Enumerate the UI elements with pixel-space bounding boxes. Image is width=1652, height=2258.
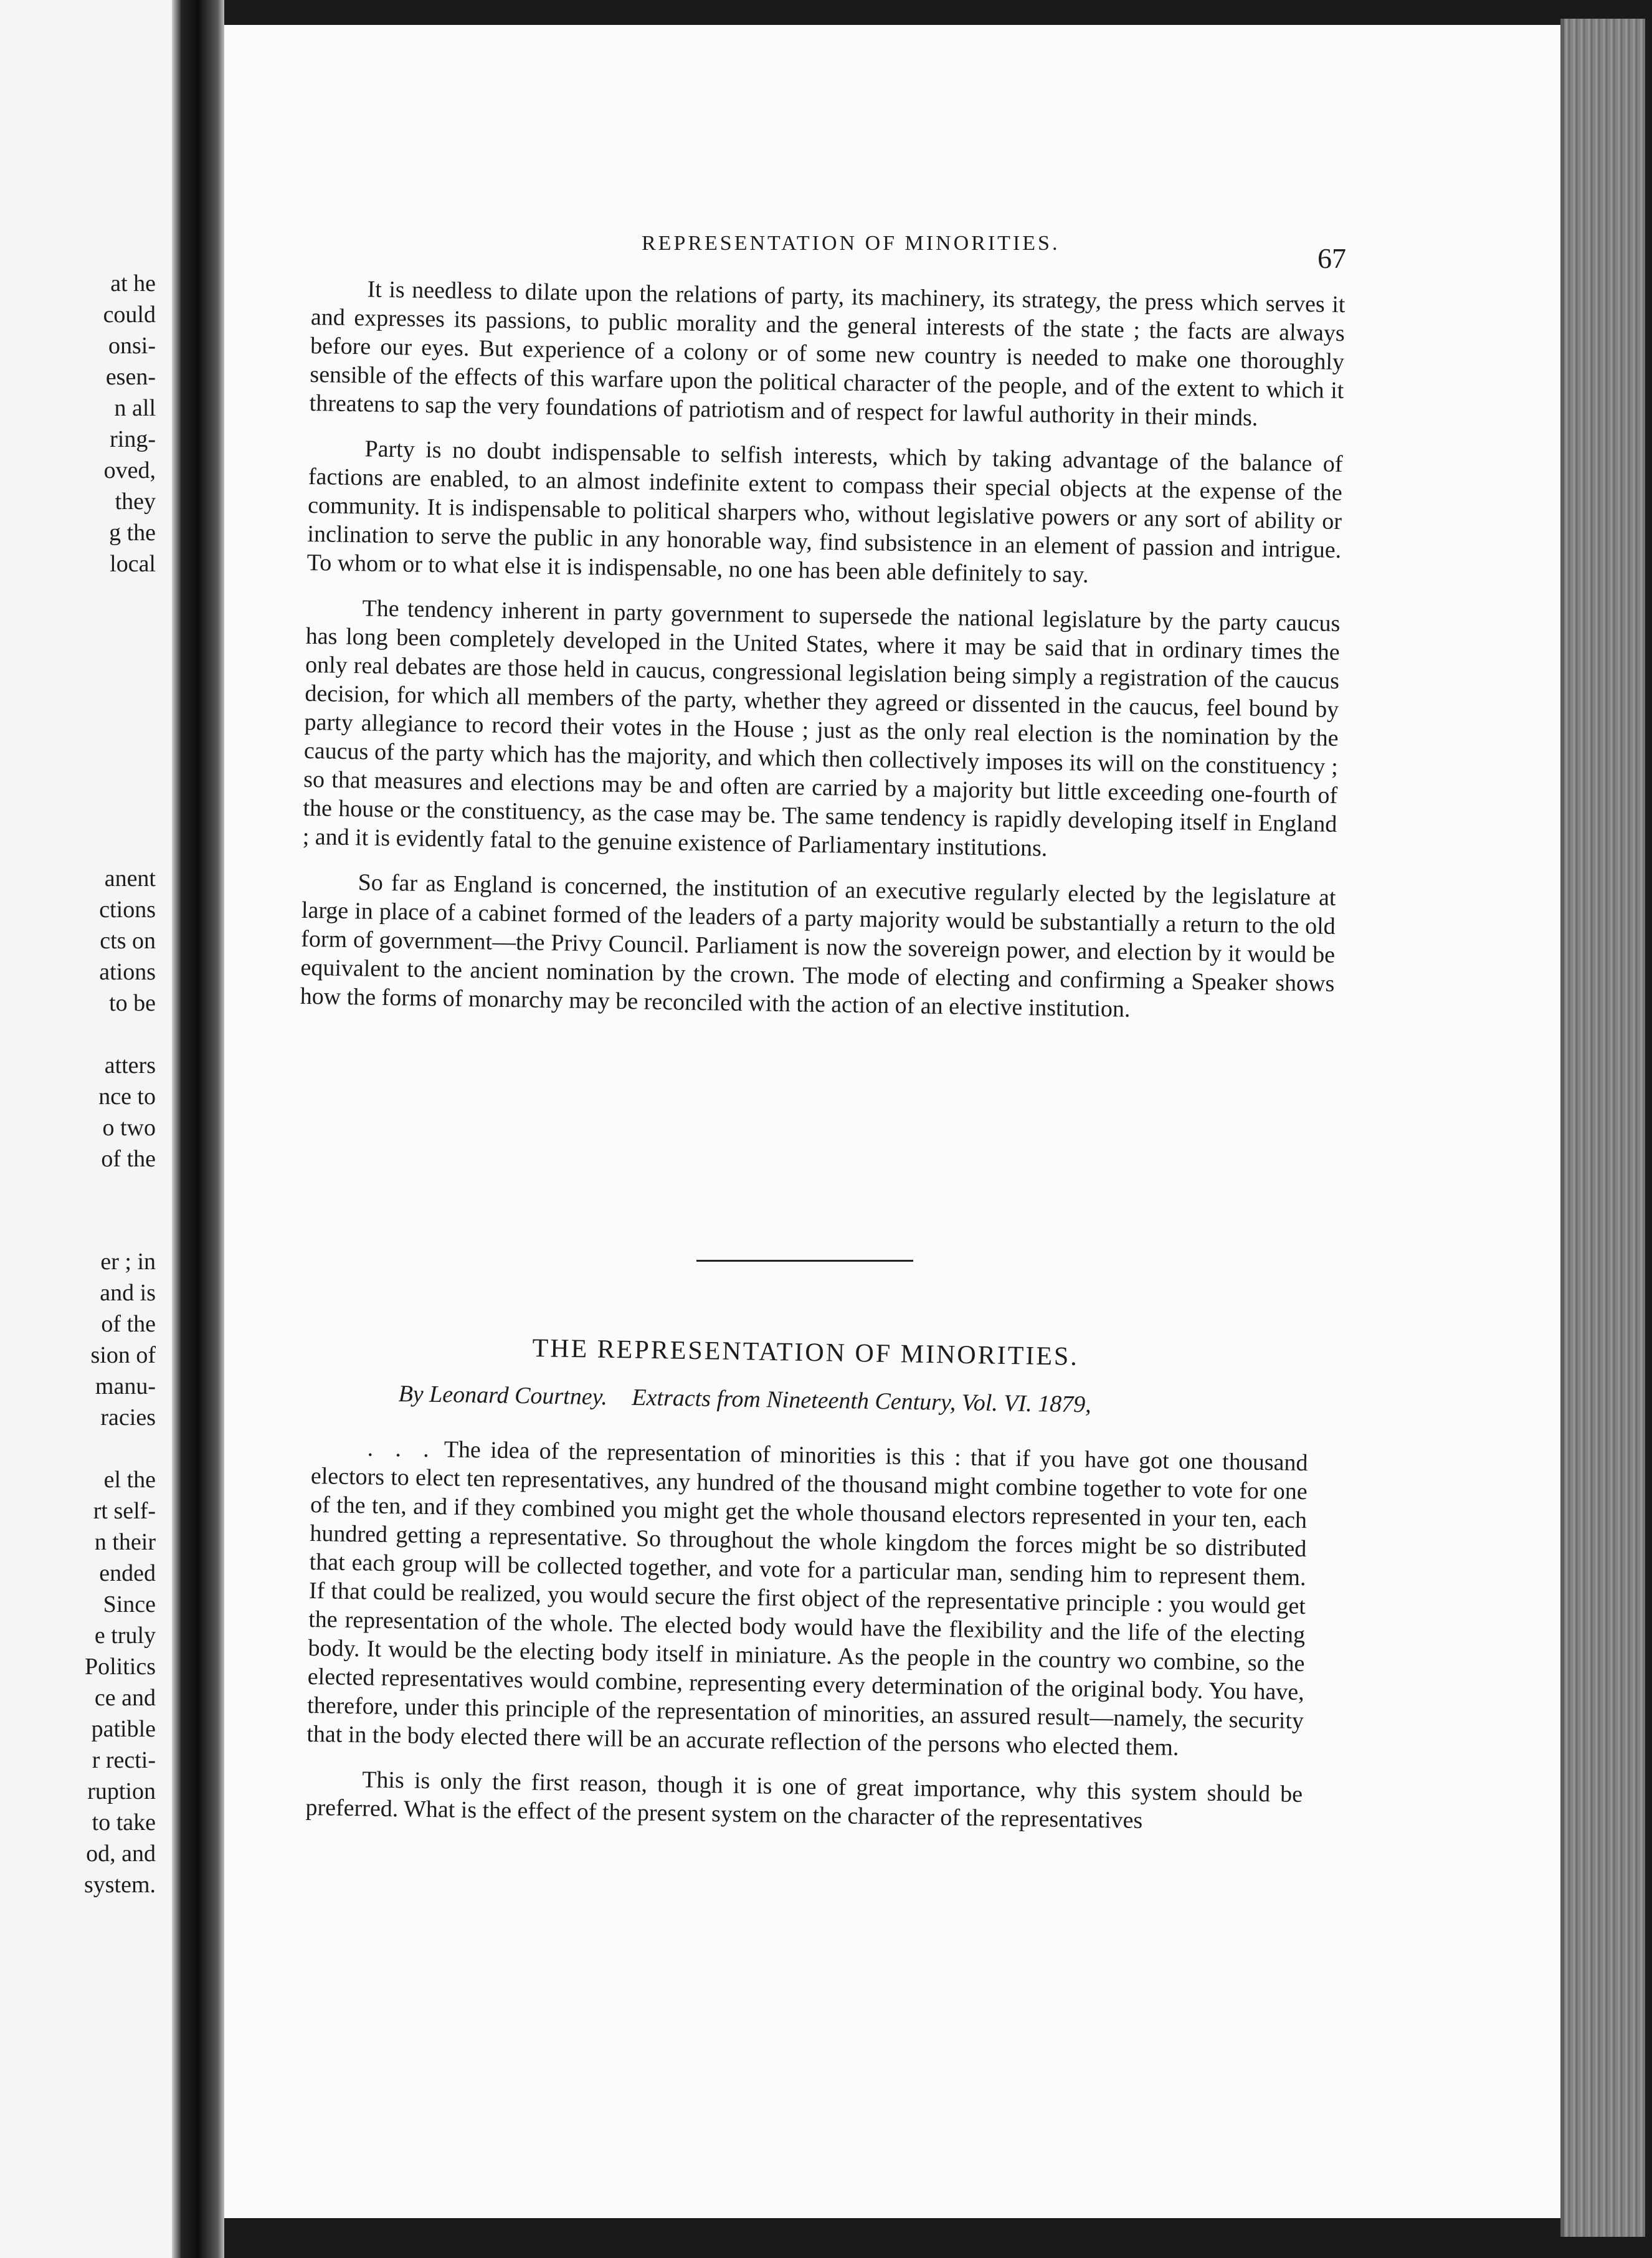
facing-page-line: onsi- <box>108 333 156 359</box>
paragraph: The tendency inherent in party government to supersede the national legislature by the party caucus has long been completely developed in the United States, where it may be said that in ordinary times the only real debates are those held in caucus, congressional legislation being simply a registration of the caucus decision, for which all members of the party, whether they agreed or dissented in the caucus, feel bound by party allegiance to record their votes in the House ; just as the only real election is the nomination by the caucus of the party which has the majority, and which then collectively imposes its will on the constituency ; so that measures and elections may be and often are carried by a majority but little exceeding one-fourth of the house or the constituency, as the case may be. The same tendency is rapidly developing itself in England ; and it is evidently fatal to the genuine existence of Parliamentary institutions. <box>302 595 1341 862</box>
byline-source: Extracts from Nineteenth Century, Vol. VI. 1879, <box>632 1384 1092 1418</box>
article-title: THE REPRESENTATION OF MINORITIES. <box>532 1333 1080 1371</box>
paragraph: It is needless to dilate upon the relations of party, its machinery, its strategy, the press which serves it and expresses its passions, to public morality and the general interests of the state ; the facts are always before our eyes. But experience of a colony or of some new country is needed to make one thoroughly sensible of the effects of this warfare upon the political character of the people, and of the extent to which it threatens to sap the very foundations of patriotism and of respect for lawful authority in their minds. <box>309 276 1346 431</box>
facing-page-line: cts on <box>100 928 156 954</box>
facing-page-line: ce and <box>94 1685 156 1711</box>
facing-page-line: racies <box>100 1404 156 1431</box>
facing-page-line: could <box>103 302 156 328</box>
facing-page-line: esen- <box>105 364 156 390</box>
facing-page-line: manu- <box>95 1373 156 1399</box>
facing-page-line: patible <box>91 1716 156 1742</box>
facing-page-line: ations <box>99 959 156 985</box>
facing-page-line: el the <box>103 1467 156 1493</box>
facing-page-line: n all <box>114 395 156 421</box>
facing-page-line: sion of <box>90 1342 156 1368</box>
facing-page-line: Since <box>103 1591 156 1617</box>
facing-page-line: er ; in <box>100 1249 156 1275</box>
page-stack-edge <box>1560 19 1645 2237</box>
facing-page-edge <box>172 0 181 2258</box>
facing-page-line: g the <box>109 520 156 546</box>
facing-page-line: n their <box>94 1529 156 1555</box>
ellipsis: . . . <box>367 1435 436 1463</box>
facing-page-line: ring- <box>110 426 156 452</box>
paragraph: This is only the first reason, though it is one of great importance, why this system should be preferred. What is the effect of the present system on the character of the representatives <box>305 1766 1303 1834</box>
facing-page <box>0 0 181 2258</box>
book-gutter <box>181 0 224 2258</box>
facing-page-line: ended <box>99 1560 156 1586</box>
facing-page-line: anent <box>104 865 156 892</box>
paragraph: So far as England is concerned, the institution of an executive regularly elected by the legislature at large in place of a cabinet formed of the leaders of a party majority would be substantially a return to the old form of government—the Privy Council. Parliament is now the sovereign power, and election by it would be equivalent to the ancient nomination by the crown. The mode of electing and confirming a Speaker shows how the forms of monarchy may be reconciled with the action of an elective institution. <box>300 869 1336 1022</box>
page-number: 67 <box>1317 242 1346 274</box>
facing-page-line: rt self- <box>93 1498 156 1524</box>
section-divider <box>696 1260 913 1262</box>
facing-page-line: atters <box>104 1052 156 1079</box>
article-body <box>305 1433 1308 1854</box>
paragraph <box>306 1433 1308 1764</box>
facing-page-line: to take <box>92 1809 156 1836</box>
facing-page-line: r recti- <box>92 1747 156 1773</box>
facing-page-line: of the <box>101 1146 156 1172</box>
facing-page-line: od, and <box>86 1841 156 1867</box>
facing-page-line: nce to <box>98 1084 156 1110</box>
facing-page-line: o two <box>102 1115 156 1141</box>
facing-page-line: ruption <box>87 1778 156 1804</box>
facing-page-line: oved, <box>103 457 156 484</box>
section-body <box>300 274 1346 1043</box>
facing-page-line: and is <box>100 1280 156 1306</box>
paragraph: Party is no doubt indispensable to selfish interests, which by taking advantage of the balance of factions are enabled, to an almost indefinite extent to compass their special objects at the expense of the community. It is indispensable to political sharpers who, without legislative powers or any sort of ability or inclination to serve the public in any honorable way, find subsistence in an element of passion and intrigue. To whom or to what else it is indispensable, no one has been able definitely to say. <box>306 436 1343 588</box>
facing-page-line: ctions <box>99 897 156 923</box>
facing-page-line: at he <box>110 270 156 297</box>
paragraph-text: The idea of the representation of minorities is this : that if you have got one thousand electors to elect ten representatives, any hundred of the thousand might combine together to vote for one of the ten, and if they combined you might get the whole thousand electors represented in your ten, each hundred getting a representative. So throughout the whole kingdom the forces might be so distributed that each group will be collected together, and vote for a particular man, sending him to represent them. If that could be realized, you would secure the first object of the representative principle : you would get the representation of the whole. The elected body would have the flexibility and the life of the electing body. It would be the electing body itself in miniature. As the people in the country wo combine, so the elected representatives would combine, representing every determination of the original body. You have, therefore, under this principle of the representation of minorities, an assured result—namely, the security that in the body elected there will be an accurate reflection of the persons who elected them. <box>306 1436 1308 1761</box>
facing-page-line: e truly <box>94 1622 156 1649</box>
facing-page-line: of the <box>101 1311 156 1337</box>
facing-page-line: local <box>110 551 156 577</box>
facing-page-line: system. <box>83 1872 156 1898</box>
facing-page-line: they <box>115 488 156 515</box>
facing-page-line: Politics <box>84 1654 156 1680</box>
facing-page-line: to be <box>109 990 156 1016</box>
running-header: REPRESENTATION OF MINORITIES. <box>642 232 1060 255</box>
byline-author: By Leonard Courtney. <box>398 1380 608 1411</box>
